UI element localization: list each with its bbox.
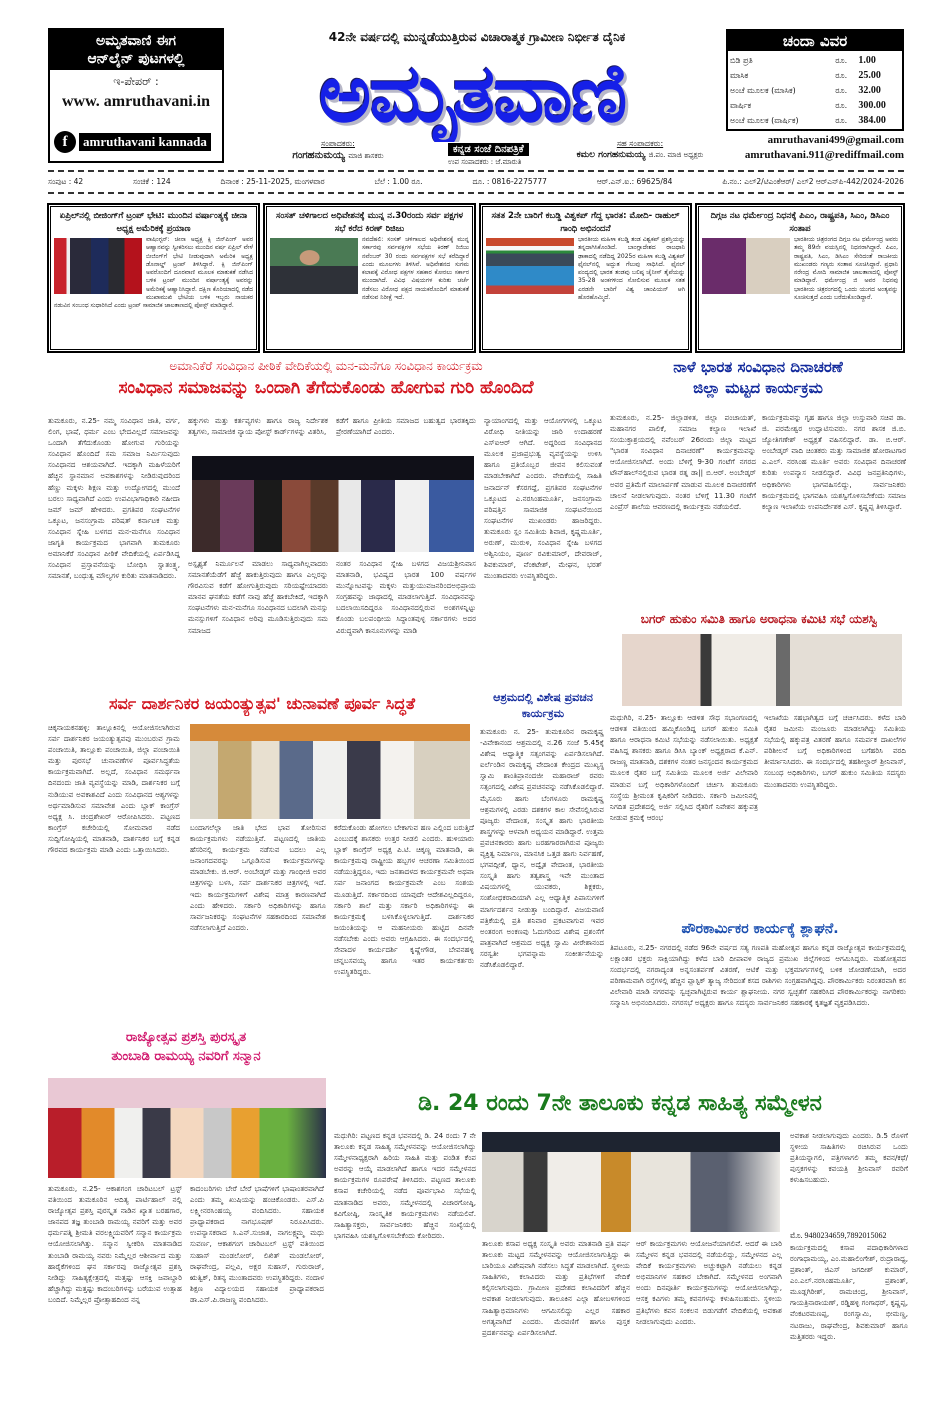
rate-currency: ರೂ. (835, 101, 848, 110)
kabaddi-team-photo (486, 238, 574, 294)
rate-value: 384.00 (858, 115, 886, 126)
editor-name (232, 149, 444, 163)
jayanthi-headline[interactable]: ಸರ್ವ ದಾರ್ಶನಿಕರ ಜಯಂತ್ಯುತ್ಸವ' ಚುನಾವಣೆ ಪೂರ್ವ ಸಿದ್ಧತೆ (109, 694, 415, 713)
rate-label: ಅಂಚೆ ಮೂಲಕ (ಮಾಸಿಕ) (730, 86, 796, 95)
issue-info-bar (48, 176, 904, 188)
rate-currency: ರೂ. (835, 86, 848, 95)
award-ceremony-photo (48, 1078, 326, 1178)
rijiju-photo (270, 238, 358, 294)
sammelana-column-4-text: ಅವಕಾಶ ನೀಡಲಾಗುವುದು ಎಂದರು. ಡಿ.5 ರೊಳಗೆ ಸ್ಥಳೀಯ ಸಾಹಿತಿಗಳು ರಚಿಸಿರುವ ಒಂದು ಪ್ರತಿಯನ್ನಾಗಲಿ, ಪತ್ರಿಗಳಾಗಲಿ ತಮ್ಮ ಕವನ/ಕಥೆ/ಪುಸ್ತಕಗಳನ್ನು ಕವಯತ್ರಿ ಶ್ರೀನಿವಾಸ್ ರವರಿಗೆ ಕಳುಹಿಸಬಹುದು. (790, 1131, 908, 1185)
sub-editor: ಉಪ ಸಂಪಾದಕರು : ಜೆ.ಮಾರುತಿ (448, 158, 522, 166)
lead-kicker: ಅಮಾನಿಕೆರೆ ಸಂವಿಧಾನ ಪೀಠಿಕೆ ವೇದಿಕೆಯಲ್ಲಿ ಮನ-ಮನೆಗೂ ಸಂವಿಧಾನ ಕಾರ್ಯಕ್ರಮ (169, 359, 483, 373)
lead-column-3-top: ಕಡೆಗೆ ಹಾಗೂ ಪ್ರೀತಿಯ ಸಮಾಜದ ಬಹುತ್ವದ ಭಾರತಕ್ಕಿದು ಪ್ರೇರಣೆಯಾಗಿದೆ ಎಂದರು. (336, 416, 476, 437)
lead-column-2-bottom: ಅಸ್ಪೃಶ್ಯತೆ ನಿರ್ಮೂಲನೆ ಮಾಡಲು ಸಾಧ್ಯವಾಗಿಲ್ಲವಾದರು ಸಮಾನತೆಯೆಡೆಗೆ ಹೆಜ್ಜೆ ಹಾಕುತ್ತಿರುವುದು ಹಾಗೂ ಎಲ್ಲರನ್ನು ಗೌರವಿಸುವ ಕಡೆಗೆ ಹೋಗುತ್ತಿರುವುದು ಸರಿಯಷ್ಟೇಯಾದರು ಮಾನವ ಘನತೆಯ ಕಡೆಗೆ ನಾವು ಹೆಜ್ಜೆ ಹಾಕಬೇಕಿದೆ, ಇದಕ್ಕಾಗಿ ಸಂಘಟನೆಗಳು ಮನ-ಮನೆಗೂ ಸಂವಿಧಾನದ ಬದಲಾಗಿ ಮನಸ್ಸು ಮನಸ್ಸುಗಳಿಗೆ ಸಂವಿಧಾನ ಅರಿವು ಮೂಡಿಸುತ್ತಿರುವುದು ಸಮ ಸಮಾಜದ (188, 559, 328, 635)
lead-column-1: ತುಮಕೂರು, ನ.25- ನಮ್ಮ ಸಂವಿಧಾನ ಜಾತಿ, ವರ್ಗ, ಲಿಂಗ, ಭಾಷೆ, ಧರ್ಮ ಎಂಬ ಭೇದವಿಲ್ಲದೆ ಸಮಾಜವನ್ನು ಒಂದಾಗಿ ತೆಗೆದುಕೊಂಡು ಹೋಗುವ ಗುರಿಯನ್ನು ಸಂವಿಧಾನ ಹೊಂದಿದೆ ಸಮ ಸಮಾಜ ನಿರ್ಮಿಸುವುದು ಸಂವಿಧಾನದ ಆಶಯವಾಗಿದೆ. ಇದಕ್ಕಾಗಿ ಮಹಿಳೆಯರಿಗೆ ಹೆಚ್ಚಿನ ಸ್ಥಾನಮಾನ ಅವಕಾಶಗಳನ್ನು ನೀಡಿರುವುದರಿಂದ ಹೆಣ್ಣು ಮಕ್ಕಳು ಶಿಕ್ಷಣ ಮತ್ತು ಉದ್ಯೋಗದಲ್ಲಿ ಮುಂದೆ ಬರಲು ಸಾಧ್ಯವಾಗಿದೆ ಎಂದು ಉಪವಿಭಾಗಾಧಿಕಾರಿ ನಹೀದಾ ಜಮ್ ಜಮ್ ಹೇಳಿದರು. ಪ್ರಗತಿಪರ ಸಂಘಟನೆಗಳ ಒಕ್ಕೂಟ, ಜನಸಂಗ್ರಾಮ ಪರಿಷತ್ ಕರ್ನಾಟಕ ಮತ್ತು ಸಂವಿಧಾನ ಸ್ನೇಹಿ ಬಳಗದ ಮನ-ಮನೆಗೂ ಸಂವಿಧಾನ ಜಾಗೃತಿ ಕಾರ್ಯಕ್ರಮದ ಭಾಗವಾಗಿ ತುಮಕೂರು ಅಮಾನಿಕೆರೆ ಸಂವಿಧಾನ ಪೀಠಿಕೆ ವೇದಿಕೆಯಲ್ಲಿ ಏರ್ಪಡಿಸಿದ್ದ ಸಂವಿಧಾನ ಪ್ರಸ್ತಾವನೆಯನ್ನು ಬೋಧಿಸಿ ಸ್ವಾತಂತ್ರ್ಯ, ಸಮಾನತೆ, ಬಂಧುತ್ವ ಮೌಲ್ಯಗಳ ಕುರಿತು ಮಾತನಾಡಿದರು. (48, 416, 180, 581)
rate-label: ಮಾಸಿಕ (730, 71, 749, 80)
rate-currency: ರೂ. (835, 71, 848, 80)
sammelana-column-3: ಆರ್ ಕಾರ್ಯಕ್ರಮಗಳು ಆಯೋಜನೆಯಾಗಲಿವೆ. ಆದರೆ ಈ ಬಾರಿ ಸಮ್ಮೇಳನ ಕನ್ನಡ ಭವನದಲ್ಲಿ ನಡೆಯಲಿದ್ದು, ಸಮ್ಮೇಳನದ ಎಲ್ಲ ವೇದಿಕೆ ಕಾರ್ಯಕ್ರಮಗಳು ಅಚ್ಚುಕಟ್ಟಾಗಿ ನಡೆಯಲು ಕನ್ನಡ ಅಭಿಮಾನಿಗಳ ಸಹಕಾರ ಬೇಕಾಗಿದೆ. ಸಮ್ಮೇಳನದ ಅಂಗವಾಗಿ ಅಂದು ದಿನಪೂರ್ತಿ ಕಾರ್ಯಕ್ರಮಗಳನ್ನು ಆಯೋಜಿಸಲಾಗಿದ್ದು, ಆಸಕ್ತ ಕವಿಗಳು ತಮ್ಮ ಕವನಗಳನ್ನು ಕಳುಹಿಸಬಹುದು. ಸ್ಥಳೀಯ ಪ್ರತಿಭೆಗಳು ಕವನ ಸಂಕಲನ ಬಿಡುಗಡೆಗೆ ವೇದಿಕೆಯಲ್ಲಿ ಅವಕಾಶ ನೀಡಲಾಗುವುದು ಎಂದರು. (636, 1239, 782, 1326)
issue-date: ದಿನಾಂಕ : 25-11-2025, ಮಂಗಳವಾರ (220, 177, 325, 186)
editor-label: ಸಂಪಾದಕರು: (321, 139, 355, 148)
top-story-headline: ಏಪ್ರಿಲ್‌ನಲ್ಲಿ ಬೀಜಿಂಗ್‌ಗೆ ಟ್ರಂಪ್ ಭೇಟಿ: ಮುಂದಿನ ವರ್ಷಾಂತ್ಯಕ್ಕೆ ಚೀನಾ ಅಧ್ಯಕ್ಷ ಅಮೆರಿಕಕ್ಕೆ ಪ್ರಯಾಣ (59, 211, 248, 234)
meeting-headline[interactable]: ಬಗರ್ ಹುಕುಂ ಸಮಿತಿ ಹಾಗೂ ಅರಾಧನಾ ಕಮಿಟಿ ಸಭೆ ಯಶಸ್ವಿ (640, 612, 878, 626)
award-headline-line-2: ತುಂಬಾಡಿ ರಾಮಯ್ಯ ನವರಿಗೆ ಸನ್ಮಾನ (111, 1049, 261, 1064)
subscription-row (728, 83, 902, 98)
district-column-1: ತುಮಕೂರು, ನ.25- ಜಿಲ್ಲಾಡಳಿತ, ಜಿಲ್ಲಾ ಪಂಚಾಯತ್, ಮಹಾನಗರ ಪಾಲಿಕೆ, ಸಮಾಜ ಕಲ್ಯಾಣ ಇಲಾಖೆ ಸಂಯುಕ್ತಾಶ್ರಯದಲ್ಲಿ ನವೆಂಬರ್ 26ರಂದು ಜಿಲ್ಲಾ ಮಟ್ಟದ "ಭಾರತ ಸಂವಿಧಾನ ದಿನಾಚರಣೆ" ಕಾರ್ಯಕ್ರಮವನ್ನು ಆಯೋಜಿಸಲಾಗಿದೆ. ಅಂದು ಬೆಳಿಗ್ಗೆ 9-30 ಗಂಟೆಗೆ ನಗರದ ಟೌನ್‌ಹಾಲ್‌ನಲ್ಲಿರುವ ಭಾರತ ರತ್ನ ಡಾ|| ಬಿ.ಆರ್. ಅಂಬೇಡ್ಕರ್ ಅವರ ಪ್ರತಿಮೆಗೆ ಮಾಲಾರ್ಪಣೆ ಮಾಡುವ ಮೂಲಕ ದಿನಾಚರಣೆಗೆ ಚಾಲನೆ ನೀಡಲಾಗುವುದು. ನಂತರ ಬೆಳಿಗ್ಗೆ 11.30 ಗಂಟೆಗೆ ಎಂಪ್ರೆಸ್ ಶಾಲೆಯ ಆವರಣದಲ್ಲಿ ಕಾರ್ಯಕ್ರಮ ನಡೆಯಲಿದೆ. (610, 413, 756, 511)
rni-number: ಆರ್.ಎನ್.ಐ.: 69625/84 (596, 177, 673, 186)
top-story-body: ನವದೆಹಲಿ: ಸಂಸತ್ ಚಳಿಗಾಲದ ಅಧಿವೇಶನಕ್ಕೆ ಮುನ್ನ ಸರ್ಕಾರವು ಸರ್ವಪಕ್ಷಗಳ ಸಭೆಯ ಕಿರಣ್ ರಿಜಿಜು ನವೆಂಬರ್ 30 ರಂದು ಸರ್ವಪಕ್ಷಗಳ ಸಭೆ ಕರೆದಿದ್ದಾರೆ ಎಂದು ಮೂಲಗಳು ತಿಳಿಸಿವೆ. ಅಧಿವೇಶನದ ಸುಗಮ ಕಲಾಪಕ್ಕೆ ವಿರೋಧ ಪಕ್ಷಗಳ ಸಹಕಾರ ಕೋರಲು ಸರ್ಕಾರ ಮುಂದಾಗಿದೆ. ವಿವಿಧ ವಿಷಯಗಳ ಕುರಿತು ಚರ್ಚೆ ನಡೆಸಲು ವಿರೋಧ ಪಕ್ಷದ ನಾಯಕರೊಂದಿಗೆ ಮಾತುಕತೆ ನಡೆಸುವ ನಿರೀಕ್ಷೆ ಇದೆ. (362, 236, 469, 302)
award-headline-line-1: ರಾಜ್ಯೋತ್ಸವ ಪ್ರಶಸ್ತಿ ಪುರಸ್ಕೃತ (125, 1030, 247, 1045)
top-story-dharmendra[interactable] (696, 204, 904, 352)
sammelana-column-1: ಮಧುಗಿರಿ: ಪಟ್ಟಣದ ಕನ್ನಡ ಭವನದಲ್ಲಿ ಡಿ. 24 ರಂದು 7 ನೇ ತಾಲೂಕು ಕನ್ನಡ ಸಾಹಿತ್ಯ ಸಮ್ಮೇಳನವನ್ನು ಆಯೋಜಿಸಲಾಗಿದ್ದು ಸಮ್ಮೇಳನಾಧ್ಯಕ್ಷರಾಗಿ ಹಿರಿಯ ಸಾಹಿತಿ ಮತ್ತು ಪಂಡಿತ ಕೆಂಪ ಅವರನ್ನು ಆಯ್ಕೆ ಮಾಡಲಾಗಿದೆ ಹಾಗೂ ಇದರ ಸಮ್ಮೇಳನದ ಕಾರ್ಯಕ್ರಮಗಳ ರೂಪರೇಷೆ ತಿಳಿಸಿದರು. ಪಟ್ಟಣದ ತಾಲೂಕು ಕಸಾಪ ಕಚೇರಿಯಲ್ಲಿ ನಡೆದ ಪೂರ್ವಭಾವಿ ಸಭೆಯಲ್ಲಿ ಮಾತನಾಡಿದ ಅವರು, ಸಮ್ಮೇಳನದಲ್ಲಿ ವಿಚಾರಗೋಷ್ಠಿ, ಕವಿಗೋಷ್ಠಿ, ಸಾಂಸ್ಕೃತಿಕ ಕಾರ್ಯಕ್ರಮಗಳು ನಡೆಯಲಿವೆ. ಸಾಹಿತ್ಯಾಸಕ್ತರು, ಸಾರ್ವಜನಿಕರು ಹೆಚ್ಚಿನ ಸಂಖ್ಯೆಯಲ್ಲಿ ಭಾಗವಹಿಸಿ ಯಶಸ್ವಿಗೊಳಿಸಬೇಕೆಂದು ಕೋರಿದರು. (334, 1131, 476, 1240)
price: ಬೆಲೆ : 1.00 ರೂ. (374, 177, 423, 186)
award-column-2: ಕಾದಂಬರಿಗಳು ಬೇರೆ ಬೇರೆ ಭಾಷೆಗಳಿಗೆ ಭಾಷಾಂತರವಾಗಿದೆ ಎಂದು ತಮ್ಮ ಖುಷಿಯನ್ನು ಹಂಚಿಕೊಂಡರು. ಎಸ್.ಪಿ ಲಕ್ಷ್ಮೀನರಸಿಂಹಯ್ಯ ವಂದಿಸಿದರು. ಸಹಾಯಕ ಪ್ರಾಧ್ಯಾಪಕರಾದ ನಾಗಭೂಷಣ್ ನಿರೂಪಿಸಿದರು. ಉಪನ್ಯಾಸಕರಾದ ಸಿ.ಎನ್.ಸುಜಾತ, ನಾಗಲಕ್ಷ್ಮಮ್ಮ ಮಧು ಸುವರ್ಣ, ಆಕಾಶಗಂಗ ಚಾರಿಟಬಲ್ ಟ್ರಸ್ಟ್ ವತಿಯಿಂದ ಸುಹಾಸ್ ಮಂಡಲೋರ್, ಲಿಖಿತ್ ಮಂಡಲೋರ್, ರಾಘವೇಂದ್ರ, ಪಲ್ಲವಿ, ಅಕ್ಷರ ಸುಹಾಸ್, ಗುರುರಾಜ್, ಋತ್ವಿಕ್, ರಿತನ್ಯ ಮುಂತಾದವರು ಉಪಸ್ಥಿತರಿದ್ದರು. ನಂದಾಳ ಶಿಕ್ಷಣ ವಿದ್ಯಾಲಯದ ಸಹಾಯಕ ಪ್ರಾಧ್ಯಾಪಕರಾದ ಡಾ.ಎಸ್.ಪಿ.ರಾಜಣ್ಣ ವಂದಿಸಿದರು. (190, 1184, 324, 1304)
lead-column-2-top: ಹಕ್ಕುಗಳು ಮತ್ತು ಕರ್ತವ್ಯಗಳು ಹಾಗೂ ರಾಜ್ಯ ನಿರ್ದೇಶಕ ತತ್ವಗಳು, ಸಾಮಾಜಿಕ ನ್ಯಾಯ ಪೋಸ್ಟ್ ಕಾರ್ಡ್‌ಗಳನ್ನು ವಿತರಿಸಿ, (188, 416, 328, 437)
website-link[interactable]: www. amruthavani.in (61, 93, 211, 110)
dharmendra-photo (702, 238, 790, 294)
sammelana-column-4-rest: ಕಾರ್ಯಕ್ರಮದಲ್ಲಿ ಕಸಾಪ ಪದಾಧಿಕಾರಿಗಳಾದ ರಂಗಾಧಾಮಯ್ಯ, ಎಂ.ಮಹಾಲಿಂಗೇಶ್, ರುದ್ರಾರಾಧ್ಯ, ಪ್ರಶಾಂತ್, ಜಿಎಸ್ ಜಗದೀಶ್ ಕುಮಾರ್, ಎಂ.ಎಲ್.ನರಸಿಂಹಮೂರ್ತಿ, ಪ್ರಶಾಂತ್, ಮೂಡ್ಲಗಿರೀಶ್, ರಾಮಚಂದ್ರ, ಶ್ರೀನಿವಾಸ್, ಗಾಯತ್ರಿನಾರಾಯಣ್, ರಡ್ಡಿಹಳ್ಳಿ ಗಂಗಾಧರ್, ಕೃಷ್ಣಪ್ಪ, ವೆಂಕಟರಮಣಪ್ಪ, ರಂಗಸ್ವಾಮಿ, ಭೀಮಣ್ಣ, ನಟರಾಜು, ರಾಘವೇಂದ್ರ, ಶಿವಕುಮಾರ್ ಹಾಗೂ ಮತ್ತಿತರರು ಇದ್ದರು. (790, 1242, 908, 1341)
jayanthi-photo (190, 724, 470, 819)
rate-label: ಬಿಡಿ ಪ್ರತಿ (730, 56, 753, 65)
postal-reg: ಪಿ.ನಂ.: ಎಲ್2/ಟಿಎಂಕೆಆರ್/ ಎಲ್2 ಆರ್‌ಎನ್‌ಪಿ-442/2024-2026 (722, 177, 904, 186)
promo-line-2: ಆನ್‌ಲೈನ್ ಪುಟಗಳಲ್ಲಿ (87, 51, 185, 67)
ashram-headline-line-2: ಕಾರ್ಯಕ್ರಮ (521, 707, 565, 720)
ashram-headline[interactable] (480, 690, 606, 722)
volume-number: ಸಂಪುಟ : 42 (48, 177, 84, 186)
contact-emails (712, 133, 904, 163)
meeting-column-1: ಮಧುಗಿರಿ, ನ.25- ತಾಲ್ಲೂಕು ಆಡಳಿತ ಸೌಧ ಸಭಾಂಗಣದಲ್ಲಿ ಆಡಳಿತ ವತಿಯಿಂದ ಹಮ್ಮಿಕೊಂಡಿದ್ದ ಬಗರ್ ಹುಕುಂ ಸಮಿತಿ ಹಾಗೂ ಆರಾಧನಾ ಕಮಿಟಿ ಸಭೆಯನ್ನು ನಡೆಸಲಾಯಿತು. ಅಧ್ಯಕ್ಷತೆ ವಹಿಸಿದ್ದ ಶಾಸಕರು ಹಾಗೂ ಡಿಸಿಸಿ ಬ್ಯಾಂಕ್ ಅಧ್ಯಕ್ಷರಾದ ಕೆ.ಎನ್. ರಾಜಣ್ಣ ಮಾತನಾಡಿ, ದಶಕಗಳ ನಂತರ ಜನಸ್ಪಂದನ ಕಾರ್ಯಕ್ರಮದ ಮೂಲಕ ರೈತರ ಬಗ್ಗೆ ಸಮಿತಿಯ ಮೂಲಕ ಅರ್ಜಿ ವಿಲೇವಾರಿ ಮಾಡುವ ಬಗ್ಗೆ ಅಧಿಕಾರಿಗಳೊಂದಿಗೆ ಚರ್ಚಿಸಿ ತುಮಕೂರು ಸಂಸ್ಥೆಯ ಶ್ರೀಮಂತ ಕೃಷಿಕರಿಗೆ ನೀಡಿದರು. ಸರ್ಕಾರಿ ಜಮೀನಿನಲ್ಲಿ ನಿಗದಿತ ಪ್ರದೇಶದಲ್ಲಿ ಅರ್ಜಿ ಸಲ್ಲಿಸಿದ ರೈತರಿಗೆ ನಿವೇಶನ ಹಕ್ಕುಪತ್ರ ನೀಡುವ ಕ್ರಮಕ್ಕೆ ಆರಂಭ (610, 713, 758, 822)
promo-heading (50, 30, 222, 70)
issue-number: ಸಂಚಿಕೆ : 124 (133, 177, 171, 186)
sanitation-body: ತಿಪಟೂರು, ನ.25- ನಗರದಲ್ಲಿ ನಡೆದ 96ನೇ ವರ್ಷದ ಸತ್ಯ ಗಣಪತಿ ಮಹೋತ್ಸವ ಹಾಗೂ ಕನ್ನಡ ರಾಜ್ಯೋತ್ಸವ ಕಾರ್ಯಕ್ರಮದಲ್ಲಿ ಲಕ್ಷಾಂತರ ಭಕ್ತರು ಸಾಕ್ಷಿಯಾಗಿದ್ದು ಕಳೆದ ಬಾರಿ ದೀಪಾವಳಿ ರಾಜ್ಯದ ಪ್ರಮುಖ ಜಿಲ್ಲೆಗಳಿಂದ ಆಗಮಿಸಿದ್ದರು. ಮಹೋತ್ಸವದ ಸಂದರ್ಭದಲ್ಲಿ ನಗರಾದ್ಯಂತ ಅನ್ನಸಂತರ್ಪಣೆ ವಿತರಣೆ, ಆಟಿಕೆ ಮತ್ತು ಭಕ್ತಮಾರ್ಗಗಳಲ್ಲಿ ಬಳಿಕ ಜೋಡಣೆಯಾಗಿ, ಅದರ ಪರಿಣಾಮವಾಗಿ ರಸ್ತೆಗಳಲ್ಲಿ ಹೆಚ್ಚಿನ ಪ್ಲಾಸ್ಟಿಕ್ ತ್ಯಾಜ್ಯ ಸೇರಿದಂತೆ ಕಸದ ರಾಶಿಗಳು ಸಂಗ್ರಹವಾಗಿದ್ದವು. ಪೌರಕಾರ್ಮಿಕರು ನಿರಂತರವಾಗಿ ಕಸ ವಿಲೇವಾರಿ ಮಾಡಿ ನಗರವನ್ನು ಸ್ವಚ್ಛವಾಗಿಟ್ಟಿರುವ ಕಾರ್ಯ ಶ್ಲಾಘನೀಯ. ನಗರ ಸ್ವಚ್ಛತೆಗೆ ಸಹಕರಿಸಿದ ಪೌರಕಾರ್ಮಿಕರನ್ನು ನಾಗರಿಕರು ಸನ್ಮಾನಿಸಿ ಅಭಿನಂದಿಸಿದರು. ನಗರಸಭೆ ಅಧ್ಯಕ್ಷರು ಹಾಗೂ ಸದಸ್ಯರು ಸಾರ್ವಜನಿಕರ ಸಹಕಾರಕ್ಕೆ ಕೃತಜ್ಞತೆ ವ್ಯಕ್ತಪಡಿಸಿದರು. (610, 943, 906, 1008)
trump-xi-photo (54, 238, 142, 294)
online-promo-box (48, 28, 224, 163)
district-headline-line-1: ನಾಳೆ ಭಾರತ ಸಂವಿಧಾನ ದಿನಾಚರಣೆ (673, 358, 843, 376)
sammelana-headline[interactable]: ಡಿ. 24 ರಂದು 7ನೇ ತಾಲೂಕು ಕನ್ನಡ ಸಾಹಿತ್ಯ ಸಮ್ಮೇಳನ (418, 1091, 822, 1116)
top-story-headline: ಸಂಸತ್ ಚಳಿಗಾಲದ ಅಧಿವೇಶನಕ್ಕೆ ಮುನ್ನ ನ.30ರಂದು ಸರ್ವ ಪಕ್ಷಗಳ ಸಭೆ ಕರೆದ ಕಿರಣ್ ರಿಜಿಜು (275, 211, 464, 234)
top-story-rijiju[interactable] (264, 204, 475, 352)
top-story-trump[interactable] (48, 204, 259, 352)
co-editor-note: ಜಿ.ಪಂ. ಮಾಜಿ ಅಧ್ಯಕ್ಷರು (648, 151, 704, 159)
divider (48, 192, 904, 194)
rate-value: 32.00 (858, 85, 881, 96)
constitution-event-photo (192, 456, 474, 552)
subscription-table (728, 53, 902, 128)
top-story-body: ವಾಷಿಂಗ್ಟನ್: ಚೀನಾ ಅಧ್ಯಕ್ಷ ಕ್ಸಿ ಜಿನ್‌ಪಿಂಗ್ ಅವರ ಆಹ್ವಾನವನ್ನು ಸ್ವೀಕರಿಸಲು ಮುಂದಿನ ವರ್ಷ ಏಪ್ರಿಲ್ ವೇಳೆ ಬೀಜಿಂಗ್‌ಗೆ ಭೇಟಿ ನೀಡುವುದಾಗಿ ಅಮೆರಿಕ ಅಧ್ಯಕ್ಷ ಡೊನಾಲ್ಡ್ ಟ್ರಂಪ್ ತಿಳಿಸಿದ್ದಾರೆ. ಕ್ಸಿ ಜಿನ್‌ಪಿಂಗ್ ಅವರೊಂದಿಗೆ ದೂರವಾಣಿ ಮೂಲಕ ಮಾತುಕತೆ ನಡೆಸಿದ ಬಳಿಕ ಟ್ರಂಪ್ ಮುಂದಿನ ವರ್ಷಾಂತ್ಯಕ್ಕೆ ಅವರನ್ನು ಅಮೆರಿಕಕ್ಕೆ ಆಹ್ವಾನಿಸಿದ್ದಾರೆ. ದಕ್ಷಿಣ ಕೊರಿಯಾದಲ್ಲಿ ನಡೆದ ಮುಖಾಮುಖಿ ಭೇಟಿಯ ಬಳಿಕ ಇಬ್ಬರು ನಾಯಕರ ನಡುವಿನ ಸಂಬಂಧ ಸುಧಾರಿಸಿದೆ ಎಂದು ಟ್ರಂಪ್ ಸಾಮಾಜಿಕ ಜಾಲತಾಣದಲ್ಲಿ ಪೋಸ್ಟ್ ಮಾಡಿದ್ದಾರೆ. (54, 236, 253, 310)
phone: ದೂ. : 0816-2275777 (472, 177, 547, 186)
rate-label: ಅಂಚೆ ಮೂಲಕ (ವಾರ್ಷಿಕ) (730, 116, 799, 125)
evening-paper-badge: ಕನ್ನಡ ಸಂಜೆ ದಿನಪತ್ರಿಕೆ (448, 143, 529, 156)
subscription-row (728, 113, 902, 128)
district-headline-line-2: ಜಿಲ್ಲಾ ಮಟ್ಟದ ಕಾರ್ಯಕ್ರಮ (693, 379, 823, 397)
divider (48, 170, 904, 172)
award-headline[interactable] (48, 1028, 324, 1066)
jayanthi-column-3: ಕರೆದುಕೊಂಡು ಹೋಗಲು ಬೇಕಾಗುವ ಹಣ ಎಲ್ಲಿಂದ ಬರುತ್ತಿದೆ ಎಂಬುದಕ್ಕೆ ಶಾಸಕರು ಉತ್ತರ ನೀಡಲಿ ಎಂದರು. ಹುಳಿಯಾರು ಬ್ಲಾಕ್ ಕಾಂಗ್ರೆಸ್ ಅಧ್ಯಕ್ಷ ಪಿ.ಟಿ. ಚಿಕ್ಕಣ್ಣ ಮಾತನಾಡಿ, ಈ ಕಾರ್ಯಕ್ರಮವು ರಾಷ್ಟ್ರೀಯ ಹಬ್ಬಗಳ ಆಚರಣಾ ಸಮಿತಿಯಿಂದ ನಡೆಯುತ್ತಿದ್ದರೂ, ಇದು ಜನತಾದಳದ ಕಾರ್ಯಕ್ರಮವೇ ಅಥವಾ ಸರ್ವ ಜನಾಂಗದ ಕಾರ್ಯಕ್ರಮವೇ ಎಂಬ ಸಂಶಯ ಮೂಡುತ್ತಿದೆ. ಸರ್ಕಾರದಿಂದ ಯಾವುದೇ ಆದೇಶವಿಲ್ಲದಿದ್ದರೂ, ಸರ್ಕಾರಿ ಶಾಲೆ ಮತ್ತು ಸರ್ಕಾರಿ ಅಧಿಕಾರಿಗಳನ್ನು ಈ ಕಾರ್ಯಕ್ರಮಕ್ಕೆ ಬಳಸಿಕೊಳ್ಳಲಾಗುತ್ತಿದೆ. ದಾರ್ಶನಿಕರ ಜಯಂತಿಯನ್ನು ಆ ಮಹನೀಯರು ಹುಟ್ಟಿದ ದಿನವೇ ನಡೆಸಬೇಕು ಎಂದು ಅವರು ಆಗ್ರಹಿಸಿದರು. ಈ ಸಂದರ್ಭದಲ್ಲಿ ಸೇವಾದಳ ಕಾರ್ಯದರ್ಶಿ ಕೃಷ್ಣೇಗೌಡ, ಬೇವನಹಳ್ಳಿ ಚನ್ನಬಸವಯ್ಯ ಹಾಗೂ ಇತರ ಕಾರ್ಯಕರ್ತರು ಉಪಸ್ಥಿತರಿದ್ದರು. (334, 823, 474, 977)
editor-block (232, 138, 444, 163)
co-editor-name (560, 149, 720, 161)
email-gmail[interactable]: amruthavani499@gmail.com (767, 134, 904, 146)
sanitation-headline[interactable]: ಪೌರಕಾರ್ಮಿಕರ ಕಾರ್ಯಕ್ಕೆ ಶ್ಲಾಘನೆ. (681, 921, 839, 937)
contact-numbers: ಮೊ. 9480234659,7892015062 (790, 1230, 887, 1240)
jayanthi-column-1: ಚಿಕ್ಕನಾಯಕನಹಳ್ಳಿ: ತಾಲ್ಲೂಕಿನಲ್ಲಿ ಆಯೋಜಿಸಲಾಗಿರುವ ಸರ್ವ ದಾರ್ಶನಿಕರ ಜಯಂತ್ಯುತ್ಸವವು ಮುಂಬರುವ ಗ್ರಾಮ ಪಂಚಾಯಿತಿ, ತಾಲ್ಲೂಕು ಪಂಚಾಯಿತಿ, ಜಿಲ್ಲಾ ಪಂಚಾಯಿತಿ ಮತ್ತು ಪುರಸಭೆ ಚುನಾವಣೆಗಳ ಪೂರ್ವಸಿದ್ಧತೆಯ ಕಾರ್ಯಕ್ರಮವಾಗಿದೆ. ಅಲ್ಲದೆ, ಸಂವಿಧಾನ ಸಮರ್ಥನಾ ದಿನದಂದು ಜಾತಿ ವ್ಯವಸ್ಥೆಯನ್ನು ಮಾಡಿ, ದಾರ್ಶನಿಕರ ಬಗ್ಗೆ ನುಡಿಯುವ ಅವಕಾಶವಿದೆ ಎಂದು ಸಂವಿಧಾನದ ಆಶ್ಯಗಳನ್ನು ಅರ್ಥಮಾಡಿಸುವ ಸಮಾವೇಶ ಎಂದು ಬ್ಲಾಕ್ ಕಾಂಗ್ರೆಸ್ ಅಧ್ಯಕ್ಷ ಸಿ. ಚಂದ್ರಶೇಖರ್ ಆರೋಪಿಸಿದರು. ಪಟ್ಟಣದ ಕಾಂಗ್ರೆಸ್ ಕಚೇರಿಯಲ್ಲಿ ಸೋಮವಾರ ನಡೆದ ಸುದ್ದಿಗೋಷ್ಠಿಯಲ್ಲಿ ಮಾತನಾಡಿ, ದಾರ್ಶನಿಕರ ಬಗ್ಗೆ ಕನ್ನಡ ಗೌರವದ ಕಾರ್ಯಕ್ರಮ ಮಾಡಿ ಎಂದು ಒತ್ತಾಯಿಸಿದರು. (48, 723, 180, 855)
subscription-box (726, 29, 904, 131)
editor-note: ಮಾಜಿ ಶಾಸಕರು (348, 152, 384, 160)
co-editor-label: ಸಹ ಸಂಪಾದಕರು: (616, 139, 664, 148)
tagline: 42ನೇ ವರ್ಷದಲ್ಲಿ ಮುನ್ನಡೆಯುತ್ತಿರುವ ವಿಚಾರಾತ್ಮಕ ಗ್ರಾಮೀಣ ನಿರ್ಭೀತ ದೈನಿಕ (328, 30, 626, 44)
facebook-handle: amruthavani kannada (79, 133, 211, 151)
top-story-kabaddi[interactable] (480, 204, 691, 352)
promo-line-1: ಅಮೃತವಾಣಿ ಈಗ (95, 33, 177, 49)
co-editor-name-text: ಕಮಲ ಗಂಗಹನುಮಯ್ಯ (576, 150, 646, 160)
lead-headline[interactable]: ಸಂವಿಧಾನ ಸಮಾಜವನ್ನು ಒಂದಾಗಿ ತೆಗೆದುಕೊಂಡು ಹೋಗುವ ಗುರಿ ಹೊಂದಿದೆ (118, 378, 534, 398)
newspaper-logo: ಅಮೃತವಾಣಿ (318, 47, 626, 140)
rate-value: 300.00 (858, 100, 886, 111)
sammelana-meeting-photo (482, 1132, 780, 1232)
facebook-link[interactable] (54, 131, 211, 153)
rate-currency: ರೂ. (835, 116, 848, 125)
top-story-body: ಭಾರತೀಯ ಮಹಿಳಾ ಕಬಡ್ಡಿ ತಂಡ ವಿಶ್ವಕಪ್ ಪ್ರಶಸ್ತಿಯನ್ನು ತನ್ನದಾಗಿಸಿಕೊಂಡಿದೆ. ಬಾಂಗ್ಲಾದೇಶದ ರಾಜಧಾನಿ ಢಾಕಾದಲ್ಲಿ ನಡೆದಿದ್ದ 2025ರ ಮಹಿಳಾ ಕಬಡ್ಡಿ ವಿಶ್ವಕಪ್ ಫೈನಲ್‌ನಲ್ಲಿ ಅದ್ಭುತ ಗೆಲುವು ಸಾಧಿಸಿದೆ. ಫೈನಲ್ ಪಂದ್ಯದಲ್ಲಿ ಭಾರತ ತಂಡವು ಬಲಿಷ್ಠ ಚೈನೀಸ್ ತೈಪೆಯನ್ನು 35-28 ಅಂಕಗಳಿಂದ ಸೋಲಿಸುವ ಮೂಲಕ ಸತತ ಎರಡನೇ ಬಾರಿಗೆ ವಿಶ್ವ ಚಾಂಪಿಯನ್ ಆಗಿ ಹೊರಹೊಮ್ಮಿದೆ. (578, 236, 685, 302)
email-rediff[interactable]: amruthavani.911@rediffmail.com (744, 149, 904, 161)
rate-value: 25.00 (858, 70, 881, 81)
subscription-row (728, 53, 902, 68)
rate-value: 1.00 (858, 55, 876, 66)
district-column-2: ಕಾರ್ಯಕ್ರಮವನ್ನು ಗೃಹ ಹಾಗೂ ಜಿಲ್ಲಾ ಉಸ್ತುವಾರಿ ಸಚಿವ ಡಾ. ಜಿ. ಪರಮೇಶ್ವರ ಉದ್ಘಾಟಿಸುವರು. ನಗರ ಶಾಸಕ ಜಿ.ಬಿ. ಜ್ಯೋತಿಗಣೇಶ್ ಅಧ್ಯಕ್ಷತೆ ವಹಿಸಲಿದ್ದಾರೆ. ಡಾ. ಬಿ.ಆರ್. ಅಂಬೇಡ್ಕರ್ ವಾದಿ ಚಿಂತಕರು ಮತ್ತು ಸಾಮಾಜಿಕ ಹೋರಾಟಗಾರ ಎ.ಎಲ್. ನರಸಿಂಹ ಮೂರ್ತಿ ಅವರು ಸಂವಿಧಾನ ದಿನಾಚರಣೆ ಕುರಿತು ಉಪನ್ಯಾಸ ನೀಡಲಿದ್ದಾರೆ. ವಿವಿಧ ಜನಪ್ರತಿನಿಧಿಗಳು, ಅಧಿಕಾರಿಗಳು ಭಾಗವಹಿಸಲಿದ್ದು, ಸಾರ್ವಜನಿಕರು ಕಾರ್ಯಕ್ರಮದಲ್ಲಿ ಭಾಗವಹಿಸಿ ಯಶಸ್ವಿಗೊಳಿಸಬೇಕೆಂದು ಸಮಾಜ ಕಲ್ಯಾಣ ಇಲಾಖೆಯ ಉಪನಿರ್ದೇಶಕ ಎಸ್. ಕೃಷ್ಣಪ್ಪ ತಿಳಿಸಿದ್ದಾರೆ. (762, 413, 906, 511)
sammelana-column-4 (790, 1130, 908, 1397)
editor-name-text: ಗಂಗಹನುಮಯ್ಯ (292, 150, 345, 161)
subscription-title: ಚಂದಾ ವಿವರ (728, 31, 902, 51)
award-column-1: ತುಮಕೂರು, ನ.25- ಆಕಾಶಗಂಗ ಚಾರಿಟಬಲ್ ಟ್ರಸ್ಟ್ ವತಿಯಿಂದ ತುಮಕೂರಿನ ಆದಿತ್ಯ ಪಾರ್ಟಿಹಾಲ್ ನಲ್ಲಿ ರಾಜ್ಯೋತ್ಸವ ಪ್ರಶಸ್ತಿ ಪುರಸ್ಕೃತ ನಾಡಿನ ಖ್ಯಾತ ಬರಹಗಾರ, ಜಾನಪದ ತಜ್ಞ ತುಂಬಾಡಿ ರಾಮಯ್ಯ ನವರಿಗೆ ಮತ್ತು ಅವರ ಧರ್ಮಪತ್ನಿ ಶ್ರೀಮತಿ ವರಲಕ್ಷ್ಮಿಯವರಿಗೆ ಸನ್ಮಾನ ಕಾರ್ಯಕ್ರಮ ಆಯೋಜಿಸಲಾಗಿತ್ತು. ಸನ್ಮಾನ ಸ್ವೀಕರಿಸಿ ಮಾತನಾಡಿದ ತುಂಬಾಡಿ ರಾಮಯ್ಯ ನವರು ನಿಮ್ಮೆಲ್ಲರ ಆಶೀರ್ವಾದ ಮತ್ತು ಹಾರೈಕೆಗಳಿಂದ ಘನ ಸರ್ಕಾರವು ರಾಜ್ಯೋತ್ಸವ ಪ್ರಶಸ್ತಿ ನೀಡಿದ್ದು ಸಾಹಿತ್ಯಕ್ಷೇತ್ರದಲ್ಲಿ ಮತ್ತಷ್ಟು ಆಸಕ್ತಿ ಜವಾಬ್ದಾರಿ ಹೆಚ್ಚಾಗಿದ್ದು ಮತ್ತಷ್ಟು ಕಾದಂಬರಿಗಳನ್ನು ಬರೆಯುವ ಉತ್ಸಾಹ ಬಂದಿದೆ. ನಿಮ್ಮೆಲ್ಲರ ಪ್ರೋತ್ಸಾಹದಿಂದ ನನ್ನ (48, 1184, 182, 1304)
lead-column-4: ನ್ಯಾಯಾಂಗದಲ್ಲಿ ಮತ್ತು ಆಯೋಗಗಳಲ್ಲಿ ಒಕ್ಕೂಟ ವಿರೋಧಿ ನೀತಿಯನ್ನು ಜಾರಿ ಉದಾಹರಣೆ ಎಸ್‌ಐಆರ್ ಆಗಿದೆ. ಅದ್ದರಿಂದ ಸಂವಿಧಾನದ ಮೂಲಕ ಪ್ರಜಾಪ್ರಭುತ್ವ ವ್ಯವಸ್ಥೆಯನ್ನು ಉಳಿಸಿ ಹಾಗೂ ಪ್ರತಿಯೊಬ್ಬರ ಜೀವನ ಕಲಿಸುವಂತೆ ಮಾಡಬೇಕಾಗಿದೆ ಎಂದರು. ವೇದಿಕೆಯಲ್ಲಿ ಸಾಹಿತಿ ಜನಾರ್ದನ್ ಕೆಸರಗದ್ದೆ, ಪ್ರಗತಿಪರ ಸಂಘಟನೆಗಳ ಒಕ್ಕೂಟದ ಎ.ನರಸಿಂಹಮೂರ್ತಿ, ಜನಸಂಗ್ರಾಮ ಪರಿಷತ್ತಿನ ಸಾಮಾಜಿಕ ಸಂಘಟನೆಯಿಂದ ಸಂಘಟನೆಗಳ ಮುಖಂಡರು ಹಾಜರಿದ್ದರು. ತುಮಕೂರು ಸ್ಲಂ ಸಮಿತಿಯ ಶಿವಾಜಿ, ಕೃಷ್ಣಮೂರ್ತಿ, ಅರುಣ್, ಮುರುಳಿ, ಸಂವಿಧಾನ ಸ್ನೇಹಿ ಬಳಗದ ಅಶ್ವಿನಿಯಂ, ಪೂರ್ಣ ರವಿಕುಮಾರ್, ದೇವರಾಜ್, ಶಿವಕುಮಾರ್, ವೆಂಕಟೇಶ್, ಮೇಘನ, ಭರತ್ ಮುಂತಾದವರು ಉಪಸ್ಥಿತರಿದ್ದರು. (484, 416, 602, 581)
co-editor-block (560, 138, 720, 161)
top-story-headline: ಸತತ 2ನೇ ಬಾರಿಗೆ ಕಬಡ್ಡಿ ವಿಶ್ವಕಪ್ ಗೆದ್ದ ಭಾರತ: ಮೋದಿ- ರಾಹುಲ್ ಗಾಂಧಿ ಅಭಿನಂದನೆ (491, 211, 680, 234)
rate-label: ವಾರ್ಷಿಕ (730, 101, 752, 110)
district-headline[interactable] (608, 357, 908, 399)
facebook-icon: f (54, 131, 76, 153)
meeting-column-2: ಇಲಾಖೆಯ ಸಹಭಾಗಿತ್ವದ ಬಗ್ಗೆ ಚರ್ಚಿಸಿದರು. ಕಳೆದ ಬಾರಿ ರೈತರ ಜಮೀನು ಮಂಜೂರು ಮಾಡಲಾಗಿದ್ದು ಸಮಿತಿಯ ಸಭೆಯಲ್ಲಿ ಹಕ್ಕುಪತ್ರ ವಿತರಣೆ ಹಾಗೂ ಸಮರ್ಪಕ ದಾಖಲೆಗಳ ಪರಿಶೀಲನೆ ಬಗ್ಗೆ ಅಧಿಕಾರಿಗಳಿಂದ ಬಗೆಹರಿಸಿ ವರದಿ ತೀರ್ಮಾನಿಸಿದರು. ಈ ಸಂದರ್ಭದಲ್ಲಿ ತಹಶೀಲ್ದಾರ್ ಶ್ರೀನಿವಾಸ್, ಸಂಬಂಧ ಅಧಿಕಾರಿಗಳು, ಬಗರ್ ಹುಕುಂ ಸಮಿತಿಯ ಸದಸ್ಯರು ಮುಂತಾದವರು ಉಪಸ್ಥಿತರಿದ್ದರು. (764, 713, 906, 789)
lead-column-3-bottom: ನಂತರ ಸಂವಿಧಾನ ಸ್ನೇಹಿ ಬಳಗದ ವಿಜಯಶ್ರೀನಿವಾಸ ಮಾತನಾಡಿ, ಭವಿಷ್ಯದ ಭಾರತ 100 ವರ್ಷಗಳ ಮುನ್ನೋಟವನ್ನು ಮಕ್ಕಳು ಮತ್ತುಯುವಜನರಿಂದಅಭಿಪ್ರಾಯ ಸಂಗ್ರಹವನ್ನು ಜಾಥಾದಲ್ಲಿ ಮಾಡಲಾಗುತ್ತಿದೆ. ಸಂವಿಧಾನವನ್ನು ಬದಲಾಯಿಸದಿದ್ದರೂ ಸಂವಿಧಾನದಲ್ಲಿರುವ ಅಂಶಗಳನ್ನಿಟ್ಟು ಕೊಂಡು ಬಲಪಂಥೀಯ ಸಿದ್ಧಾಂತವುಳ್ಳ ಸರ್ಕಾರಗಳು ಅದರ ವಿರುದ್ಧವಾಗಿ ಕಾನೂನುಗಳನ್ನು ಮಾಡಿ (336, 559, 476, 635)
meeting-photo (622, 634, 902, 706)
epaper-label: ಇ-ಪೇಪರ್ : (113, 75, 159, 88)
sammelana-column-2: ತಾಲೂಕು ಕಸಾಪ ಅಧ್ಯಕ್ಷ ಸಂಸ್ಕೃತಿ ಅವರು ಮಾತನಾಡಿ ಪ್ರತಿ ವರ್ಷ ತಾಲೂಕು ಮಟ್ಟದ ಸಮ್ಮೇಳನವನ್ನು ಆಯೋಜಿಸಲಾಗುತ್ತಿದ್ದು ಈ ಬಾರಿಯೂ ವಿಶೇಷವಾಗಿ ನಡೆಸಲು ಸಿದ್ಧತೆ ಮಾಡಲಾಗಿದೆ. ಸ್ಥಳೀಯ ಸಾಹಿತಿಗಳು, ಕಲಾವಿದರು ಮತ್ತು ಪ್ರತಿಭೆಗಳಿಗೆ ವೇದಿಕೆ ಕಲ್ಪಿಸಲಾಗುವುದು. ಗ್ರಾಮೀಣ ಪ್ರದೇಶದ ಕಲಾವಿದರಿಗೆ ಹೆಚ್ಚಿನ ಅವಕಾಶ ನೀಡಲಾಗುವುದು. ತಾಲೂಕಿನ ಎಲ್ಲಾ ಹೋಬಳಿಗಳಿಂದ ಸಾಹಿತ್ಯಾಭಿಮಾನಿಗಳು ಆಗಮಿಸಲಿದ್ದು ಎಲ್ಲರ ಸಹಕಾರ ಅಗತ್ಯವಾಗಿದೆ ಎಂದರು. ಮೆರವಣಿಗೆ ಹಾಗೂ ಪುಸ್ತಕ ಪ್ರದರ್ಶನವನ್ನು ಏರ್ಪಡಿಸಲಾಗಿದೆ. (482, 1239, 630, 1337)
ashram-headline-line-1: ಆಶ್ರಮದಲ್ಲಿ ವಿಶೇಷ ಪ್ರವಚನ (493, 691, 593, 704)
top-story-body: ಭಾರತೀಯ ಚಿತ್ರರಂಗದ ದಿಗ್ಗಜ ನಟ ಧರ್ಮೇಂದ್ರ ಅವರು ತಮ್ಮ 89ನೇ ವಯಸ್ಸಿನಲ್ಲಿ ನಿಧನರಾಗಿದ್ದಾರೆ. ಪಿಎಂ, ರಾಷ್ಟ್ರಪತಿ, ಸಿಎಂ, ಡಿಸಿಎಂ ಸೇರಿದಂತೆ ರಾಜಕೀಯ ಮುಖಂಡರು ಗಣ್ಯರು ಸಂತಾಪ ಸೂಚಿಸಿದ್ದಾರೆ. ಪ್ರಧಾನಿ ನರೇಂದ್ರ ಮೋದಿ ಸಾಮಾಜಿಕ ಜಾಲತಾಣದಲ್ಲಿ ಪೋಸ್ಟ್ ಮಾಡಿದ್ದಾರೆ. ಧರ್ಮೇಂದ್ರ ಜಿ ಅವರ ನಿಧನವು ಭಾರತೀಯ ಚಿತ್ರರಂಗದಲ್ಲಿ ಒಂದು ಯುಗದ ಅಂತ್ಯವನ್ನು ಸೂಚಿಸುತ್ತದೆ ಎಂದು ಬರೆದುಕೊಂಡಿದ್ದಾರೆ. (794, 236, 898, 302)
subscription-row (728, 68, 902, 83)
jayanthi-column-2: ಬಂದಾಗಲೆಲ್ಲಾ ಜಾತಿ ಭೇದ ಭಾವ ತೋರಿಸುವ ಕಾರ್ಯಕ್ರಮಗಳು ನಡೆಯುತ್ತಿವೆ. ಪಟ್ಟಣದಲ್ಲಿ ಜಾತಿಯ ಹೆಸರಿನಲ್ಲಿ ಕಾರ್ಯಕ್ರಮ ನಡೆಸುವ ಬದಲು ಎಲ್ಲ ಜನಾಂಗದವರನ್ನು ಒಗ್ಗೂಡಿಸುವ ಕಾರ್ಯಕ್ರಮಗಳನ್ನು ಮಾಡಬೇಕು. ಜಿ.ಆರ್. ಅಂಬೇಡ್ಕರ್ ಮತ್ತು ಗಾಂಧೀಜಿ ಅವರ ಚಿತ್ರಗಳನ್ನು ಬಳಸಿ, ಸರ್ವ ದಾರ್ಶನಿಕರ ಚಿತ್ರಗಳಲ್ಲಿ ಇದೆ. ಇದು ಕಾರ್ಯಕ್ರಮಗಳಿಗೆ ವಿಶೇಷ ಮಾತ್ರ ಕಾರಣವಾಗಿದೆ ಎಂದು ಹೇಳಿದರು. ಸರ್ಕಾರಿ ಅಧಿಕಾರಿಗಳನ್ನು ಹಾಗೂ ಸಾರ್ವಜನಿಕರನ್ನು ಸಂಘಟನೆಗಳ ಸಹಕಾರದಿಂದ ಸಮಾವೇಶ ನಡೆಸಲಾಗುತ್ತಿದೆ ಎಂದರು. (190, 823, 326, 932)
rate-currency: ರೂ. (835, 56, 848, 65)
ashram-body: ತುಮಕೂರು ನ. 25- ತುಮಕೂರಿನ ರಾಮಕೃಷ್ಣ -ವಿವೇಕಾನಂದ ಆಶ್ರಮದಲ್ಲಿ ನ.26 ಸಂಜೆ 5.45ಕ್ಕೆ ವಿಶೇಷ ಆಧ್ಯಾತ್ಮಿಕ ಸತ್ಸಂಗವನ್ನು ಏರ್ಪಡಿಸಲಾಗಿದೆ. ಐರ್ಲೆಂಡಿನ ರಾಮಕೃಷ್ಣ ವೇದಾಂತ ಕೇಂದ್ರದ ಮುಖ್ಯಸ್ಥ ಸ್ವಾಮಿ ಶಾಂತಿಪ್ರಾನಂದಜೀ ಮಹಾರಾಜ್ ರವರು ಸತ್ಸಂಗದಲ್ಲಿ ವಿಶೇಷ ಪ್ರವಚನವನ್ನು ನಡೆಸಿಕೊಡಲಿದ್ದಾರೆ. ಮೈಸೂರು ಹಾಗು ಬೆಂಗಳೂರು ರಾಮಕೃಷ್ಣ ಆಶ್ರಮಗಳಲ್ಲಿ ಎರಡು ದಶಕಗಳ ಕಾಲ ಸೇವೆಸಲ್ಲಿಸಿರುವ ಪೂಜ್ಯರು ವೇದಾಂತ, ಸಂಸ್ಕೃತ ಹಾಗು ಭಾರತೀಯ ಶಾಸ್ತ್ರಗಳನ್ನು ಆಳವಾಗಿ ಅಧ್ಯಯನ ಮಾಡಿದ್ದಾರೆ. ಉತ್ತಮ ಪ್ರವಚನಕಾರರು ಹಾಗು ಬರಹಗಾರರಾಗಿರುವ ಪೂಜ್ಯರು ವ್ಯಕ್ತಿತ್ವ ನಿರ್ಮಾಣ, ಮಾನಸಿಕ ಒತ್ತಡ ಹಾಗು ನಿರ್ವಹಣೆ, ಭಗವದ್ಗೀತೆ, ಧ್ಯಾನ, ಅದ್ವೈತ ವೇದಾಂತ, ಭಾರತೀಯ ಸಂಸ್ಕೃತಿ ಹಾಗು ತತ್ವಶಾಸ್ತ್ರ ಇವೇ ಮುಂತಾದ ವಿಷಯಗಳಲ್ಲಿ ಯುವಕರು, ಶಿಕ್ಷಕರು, ಸಂಶೋಧಕರಾದಿಯಾಗಿ ಎಲ್ಲ ಆಧ್ಯಾತ್ಮಿಕ ಪಿಪಾಸುಗಳಿಗೆ ಮಾರ್ಗದರ್ಶನ ನೀಡುತ್ತಾ ಬಂದಿದ್ದಾರೆ. ವಿಜಯವಾಣಿ ಪತ್ರಿಕೆಯಲ್ಲಿ ಪ್ರತಿ ಶನಿವಾರ ಪ್ರಕಟವಾಗುವ ಇವರ ಅಂತರಂಗ ಅಂಕಣವು ಓದುಗರಿಂದ ವಿಶೇಷ ಪ್ರಶಂಸೆಗೆ ಪಾತ್ರವಾಗಿದೆ ಆಶ್ರಮದ ಅಧ್ಯಕ್ಷ ಸ್ವಾಮಿ ವೀರೇಶಾನಂದ ಸರಸ್ವತೀ ಭಗವನ್ನಾಮ ಸಂಕೀರ್ತನೆಯನ್ನು ನಡೆಸಿಕೊಡಲಿದ್ದಾರೆ. (480, 727, 604, 969)
subscription-row (728, 98, 902, 113)
top-story-headline: ದಿಗ್ಗಜ ನಟ ಧರ್ಮೇಂದ್ರ ನಿಧನಕ್ಕೆ ಪಿಎಂ, ರಾಷ್ಟ್ರಪತಿ, ಸಿಎಂ, ಡಿಸಿಎಂ ಸಂತಾಪ (710, 211, 890, 234)
